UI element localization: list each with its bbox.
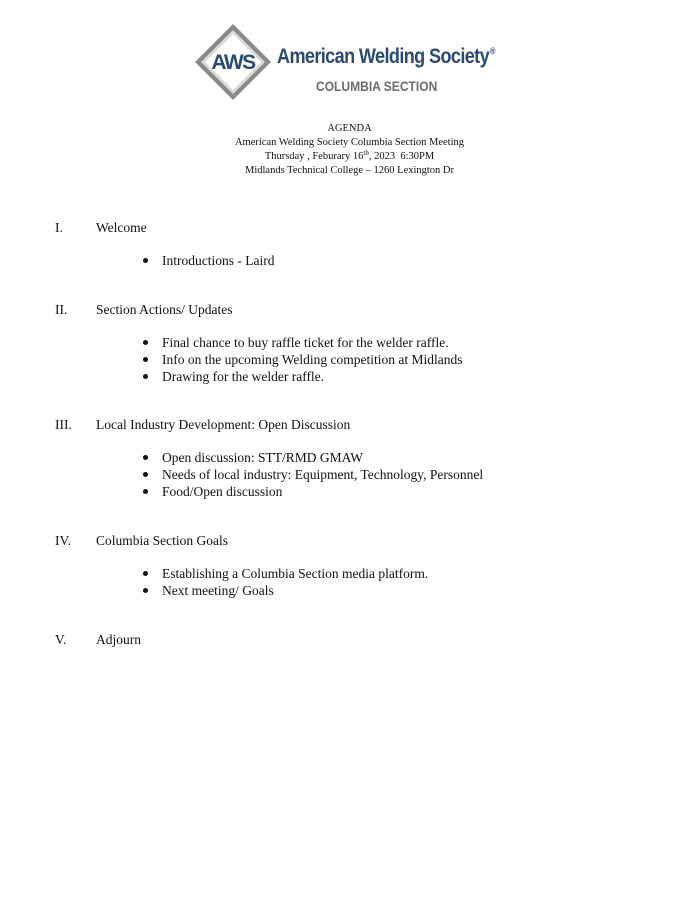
agenda-header	[0, 122, 699, 178]
meeting-title: American Welding Society Columbia Section Meeting	[234, 137, 465, 148]
meeting-date	[0, 150, 699, 164]
section-numeral: II.	[55, 302, 68, 317]
meeting-date-prefix: Thursday , Feburary 16	[264, 151, 364, 162]
list-item-text: Drawing for the welder raffle.	[162, 369, 325, 384]
section-numeral: III.	[55, 417, 72, 432]
bullet-dot-icon	[143, 340, 148, 345]
logo-mark-text: AWS	[211, 51, 255, 74]
bullet-dot-icon	[143, 489, 148, 494]
bullet-dot-icon	[143, 571, 148, 576]
section-title: Local Industry Development: Open Discussion	[96, 417, 351, 432]
agenda-label: AGENDA	[327, 123, 372, 134]
list-item-text: Info on the upcoming Welding competition at Midlands	[162, 352, 463, 367]
section-title: Section Actions/ Updates	[96, 302, 233, 317]
section-title: Columbia Section Goals	[96, 533, 228, 548]
bullet-dot-icon	[143, 357, 148, 362]
section-numeral: I.	[55, 220, 63, 235]
meeting-date-ordinal: th	[363, 149, 369, 157]
bullet-dot-icon	[143, 374, 148, 379]
meeting-location: Midlands Technical College – 1260 Lexington Dr	[244, 165, 455, 176]
section-numeral: IV.	[55, 533, 71, 548]
list-item-text: Establishing a Columbia Section media platform.	[162, 566, 429, 581]
aws-logo	[193, 22, 496, 104]
meeting-date-rest: , 2023 6:30PM	[368, 151, 435, 162]
section-numeral: V.	[55, 632, 67, 647]
aws-diamond-logo-icon	[193, 22, 273, 102]
bullet-dot-icon	[143, 455, 148, 460]
logo-subtitle: COLUMBIA SECTION	[316, 78, 438, 94]
registered-mark: ®	[489, 46, 496, 56]
section-title: Welcome	[96, 220, 147, 235]
section-title: Adjourn	[96, 632, 141, 647]
list-item-text: Introductions - Laird	[162, 253, 275, 268]
bullet-dot-icon	[143, 258, 148, 263]
list-item-text: Food/Open discussion	[162, 484, 283, 499]
bullet-dot-icon	[143, 588, 148, 593]
list-item-text: Needs of local industry: Equipment, Technology, Personnel	[162, 467, 484, 482]
logo-title-text: American Welding Society	[277, 45, 490, 68]
list-item-text: Next meeting/ Goals	[162, 583, 274, 598]
bullet-dot-icon	[143, 472, 148, 477]
list-item-text: Open discussion: STT/RMD GMAW	[162, 450, 364, 465]
logo-title	[277, 45, 495, 69]
list-item-text: Final chance to buy raffle ticket for the welder raffle.	[162, 335, 449, 350]
